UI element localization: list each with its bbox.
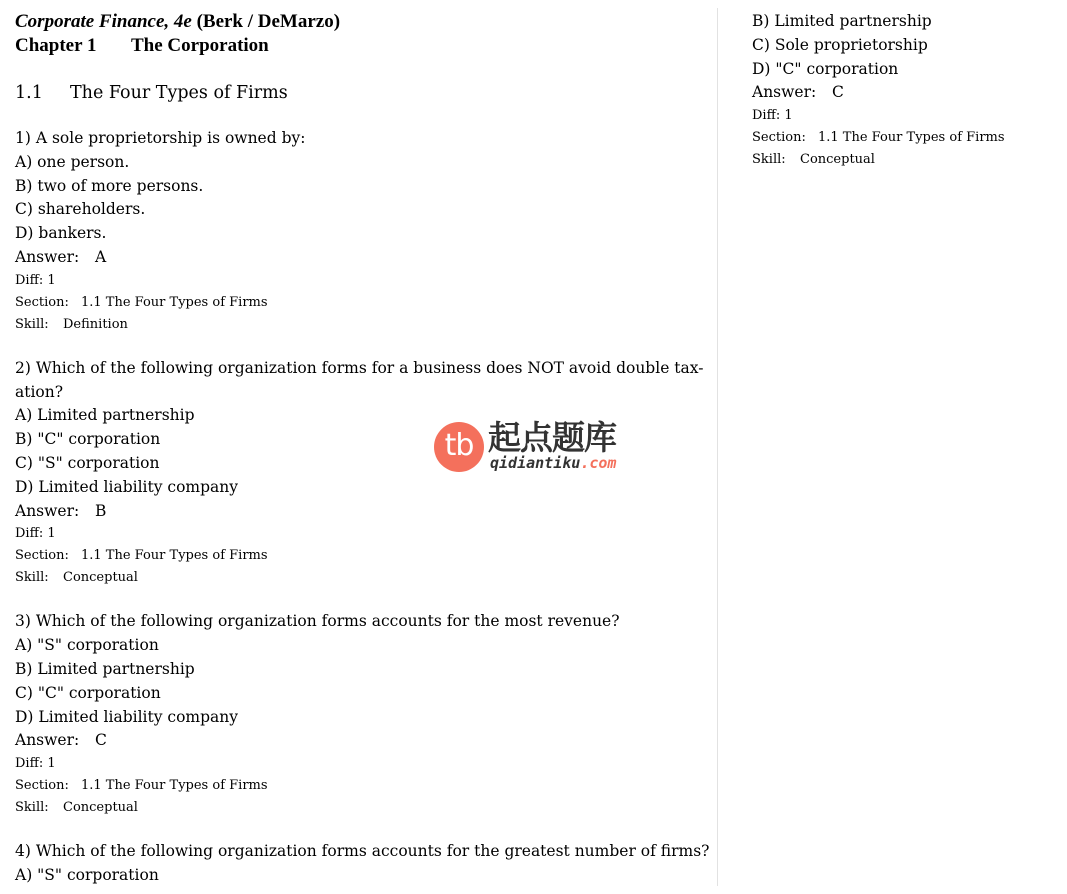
logo-tb-text: tb (444, 428, 474, 463)
skill-line: Skill: Definition (15, 316, 128, 332)
question-4 (15, 840, 710, 888)
difficulty: Diff: 1 (15, 526, 56, 542)
answer-line: Answer: A (15, 247, 107, 266)
right-page (752, 10, 1052, 171)
question-stem: 3) Which of the following organization forms accounts for the most revenue? (15, 612, 620, 631)
section-line: Section: 1.1 The Four Types of Firms (15, 548, 268, 564)
question-stem: 2) Which of the following organization forms for a business does NOT avoid double tax- (15, 358, 704, 377)
section-line: Section: 1.1 The Four Types of Firms (15, 778, 268, 794)
question-stem: 1) A sole proprietorship is owned by: (15, 129, 306, 147)
option-d: D) bankers. (15, 224, 107, 243)
option-d: D) Limited liability company (15, 477, 239, 496)
skill-line: Skill: Conceptual (15, 800, 138, 816)
book-title: Corporate Finance, 4e (Berk / DeMarzo) (15, 11, 341, 32)
column-divider (717, 8, 718, 886)
option-b: B) "C" corporation (15, 430, 161, 449)
question-1 (15, 127, 705, 336)
option-b: B) Limited partnership (15, 659, 195, 678)
section-line: Section: 1.1 The Four Types of Firms (15, 294, 268, 310)
option-c: C) shareholders. (15, 200, 146, 219)
option-d: D) Limited liability company (15, 707, 239, 726)
option-a: A) "S" corporation (15, 636, 159, 655)
answer-line: Answer: C (15, 731, 107, 750)
answer-line: Answer: B (15, 501, 107, 520)
logo-url: qidiantiku.com (490, 454, 617, 472)
difficulty: Diff: 1 (15, 756, 56, 772)
answer-line: Answer: C (752, 83, 844, 102)
option-a: A) "S" corporation (15, 865, 159, 884)
option-d: D) "C" corporation (752, 59, 899, 78)
option-b: B) two of more persons. (15, 176, 204, 195)
section-line: Section: 1.1 The Four Types of Firms (752, 130, 1005, 146)
section-heading: 1.1 The Four Types of Firms (15, 83, 288, 103)
option-b: B) Limited partnership (752, 12, 932, 30)
option-a: A) Limited partnership (15, 406, 195, 425)
logo-name: 起点题库 (488, 418, 616, 457)
question-stem: 4) Which of the following organization forms accounts for the greatest number of firms? (15, 842, 710, 861)
difficulty: Diff: 1 (15, 272, 56, 288)
option-c: C) Sole proprietorship (752, 35, 928, 54)
question-stem-continued: ation? (15, 382, 64, 401)
skill-line: Skill: Conceptual (15, 570, 138, 586)
option-a: A) one person. (15, 152, 130, 171)
option-c: C) "S" corporation (15, 453, 160, 472)
option-c: C) "C" corporation (15, 683, 161, 702)
watermark-logo (434, 418, 634, 478)
difficulty: Diff: 1 (752, 108, 793, 124)
chapter-heading: Chapter 1 The Corporation (15, 35, 269, 56)
skill-line: Skill: Conceptual (752, 152, 875, 168)
question-3 (15, 610, 705, 819)
